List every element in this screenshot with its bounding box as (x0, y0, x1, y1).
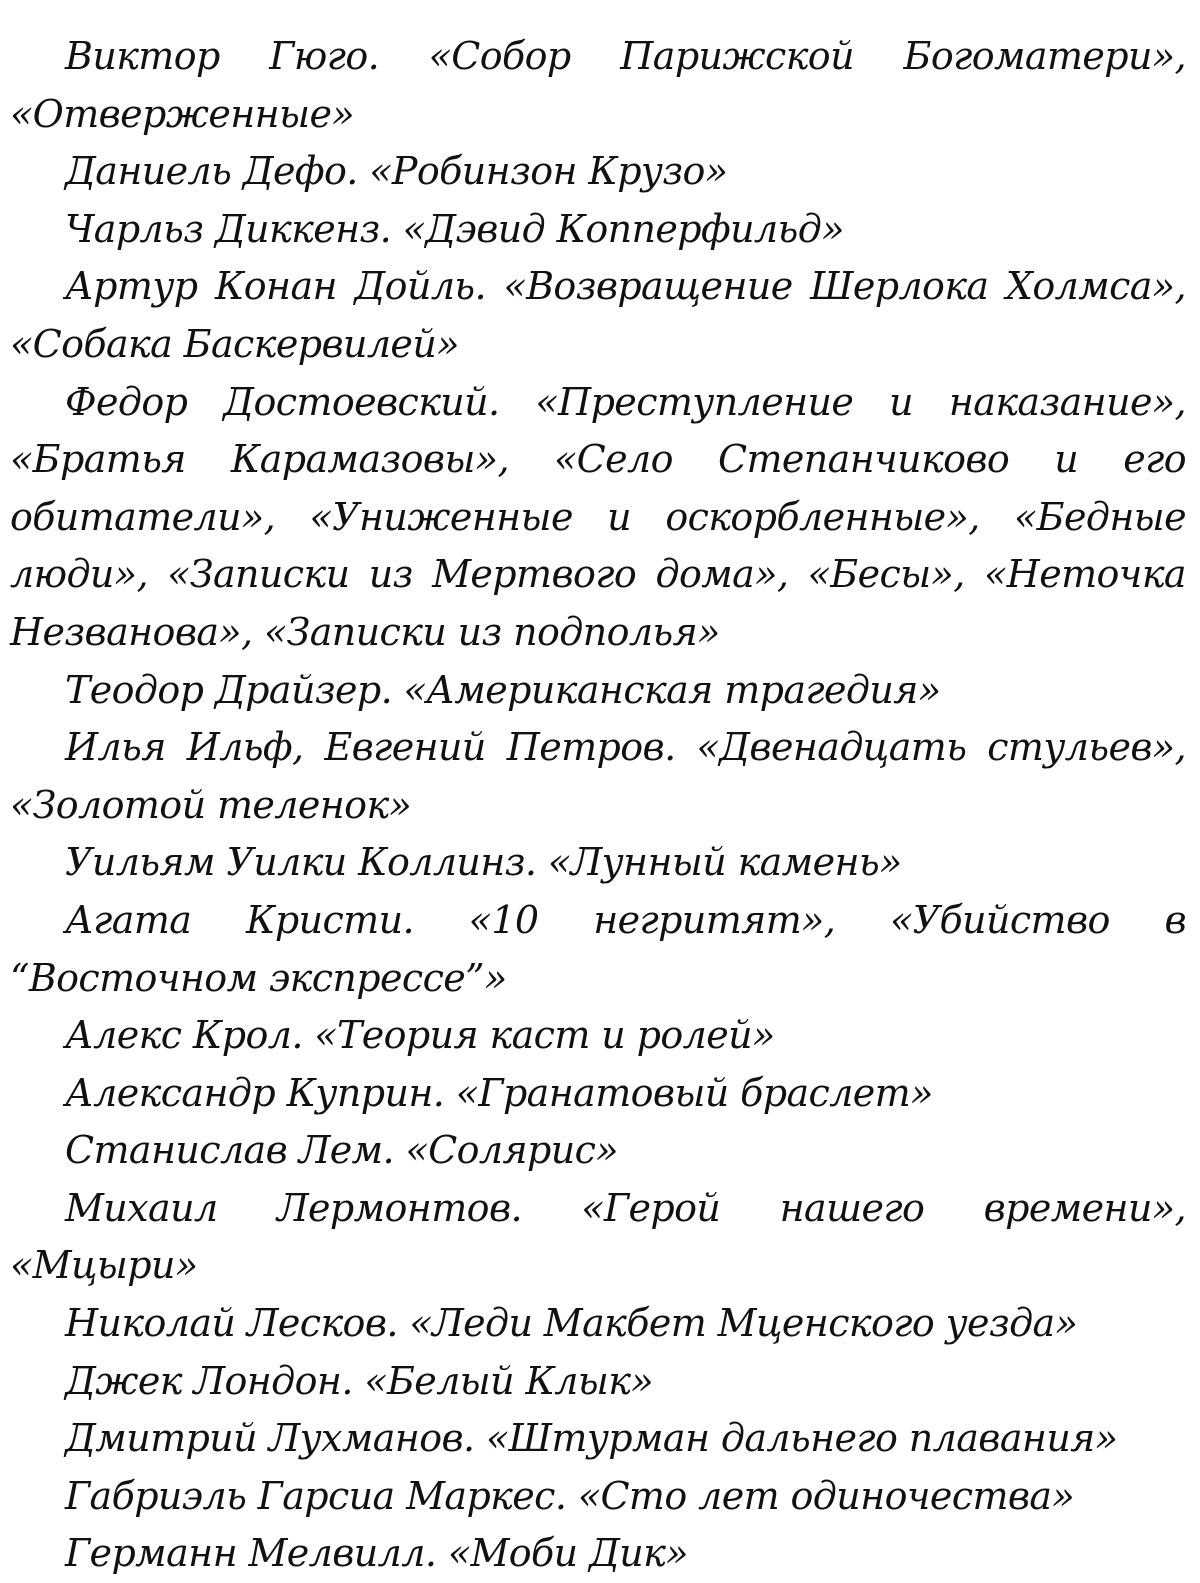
author-name: Габриэль Гарсиа Маркес. (65, 1473, 567, 1518)
work-titles: «Собор Парижской Богоматери», «Отверженные» (10, 34, 1187, 136)
work-titles: «Дэвид Копперфильд» (402, 206, 844, 251)
work-titles: «10 негритят», «Убийство в “Восточном экспрессе”» (10, 897, 1186, 1000)
list-item (10, 1353, 1186, 1411)
author-name: Федор Достоевский. (65, 379, 500, 424)
author-name: Илья Ильф, Евгений Петров. (65, 725, 676, 770)
author-name: Даниель Дефо. (65, 149, 358, 194)
work-titles: «Лунный камень» (547, 840, 902, 885)
list-item (10, 662, 1186, 720)
list-item (10, 28, 1186, 143)
work-titles: «Моби Дик» (447, 1531, 688, 1576)
author-name: Александр Куприн. (65, 1070, 445, 1115)
list-item (10, 1180, 1186, 1295)
author-name: Алекс Крол. (65, 1013, 303, 1058)
work-titles: «Герой нашего времени», «Мцыри» (10, 1185, 1186, 1288)
author-name: Станислав Лем. (65, 1128, 394, 1173)
author-name: Джек Лондон. (65, 1358, 353, 1403)
author-name: Теодор Драйзер. (65, 667, 393, 712)
list-item (10, 1007, 1186, 1065)
list-item (10, 1065, 1186, 1123)
work-titles: «Гранатовый браслет» (455, 1070, 933, 1115)
author-name: Артур Конан Дойль. (65, 264, 486, 309)
author-name: Виктор Гюго. (65, 34, 380, 78)
list-item (10, 1525, 1186, 1583)
list-item (10, 143, 1186, 201)
list-item (10, 1468, 1186, 1526)
list-item (10, 1122, 1186, 1180)
work-titles: «Белый Клык» (364, 1358, 653, 1403)
author-name: Уильям Уилки Коллинз. (65, 840, 537, 885)
work-titles: «Американская трагедия» (403, 667, 941, 712)
work-titles: «Штурман дальнего плавания» (486, 1416, 1118, 1461)
list-item (10, 258, 1186, 373)
author-name: Николай Лесков. (65, 1301, 398, 1346)
author-name: Германн Мелвилл. (65, 1531, 437, 1576)
list-item (10, 892, 1186, 1007)
author-name: Дмитрий Лухманов. (65, 1416, 475, 1461)
work-titles: «Солярис» (405, 1128, 618, 1173)
work-titles: «Теория каст и ролей» (314, 1013, 775, 1058)
author-name: Чарльз Диккенз. (65, 206, 392, 251)
author-name: Агата Кристи. (65, 897, 414, 942)
list-item (10, 1295, 1186, 1353)
work-titles: «Преступление и наказание», «Братья Карамазовы», «Село Степанчиково и его обитатели», «Униженные и оскорбленные», «Бедные люди», «Записки из Мертвого дома», «Бесы», «Неточка Незванова», «Записки из подполья» (10, 379, 1186, 654)
work-titles: «Возвращение Шерлока Холмса», «Собака Баскервилей» (10, 264, 1186, 366)
work-titles: «Двенадцать стульев», «Золотой теленок» (10, 725, 1186, 827)
list-item (10, 1410, 1186, 1468)
work-titles: «Робинзон Крузо» (369, 149, 728, 194)
work-titles: «Леди Макбет Мценского уезда» (409, 1301, 1078, 1346)
list-item (10, 201, 1186, 259)
list-item (10, 719, 1186, 834)
list-item (10, 374, 1186, 662)
author-name: Михаил Лермонтов. (65, 1185, 522, 1230)
list-item (10, 834, 1186, 892)
work-titles: «Сто лет одиночества» (577, 1473, 1075, 1518)
